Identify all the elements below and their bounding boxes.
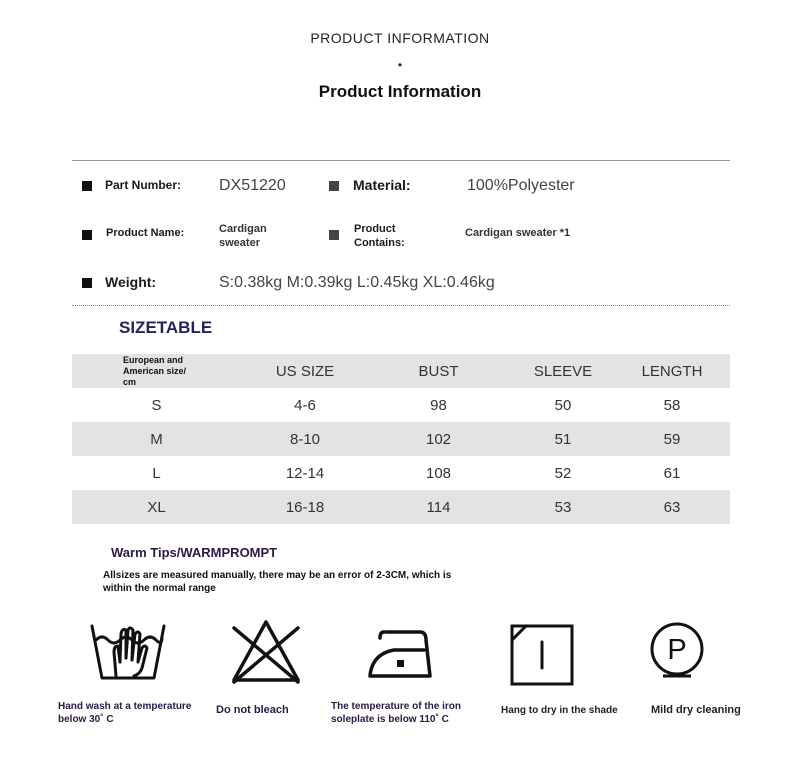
weight-label: Weight: — [105, 274, 157, 290]
bust-cell: 102 — [365, 422, 512, 456]
top-divider — [72, 160, 730, 161]
bust-cell: 114 — [365, 490, 512, 524]
table-row — [72, 490, 730, 524]
product-contains-label: Product Contains: — [354, 223, 405, 249]
header-english-title: PRODUCT INFORMATION — [310, 30, 490, 46]
table-row — [72, 456, 730, 490]
part-number-label: Part Number: — [105, 178, 182, 192]
us-size-cell: 4-6 — [294, 396, 316, 414]
length-cell: 61 — [663, 464, 681, 482]
svg-text:P: P — [667, 634, 687, 666]
do-not-bleach-label: Do not bleach — [216, 704, 289, 716]
warm-tips-title: Warm Tips/WARMPROMPT — [111, 545, 278, 560]
size-table-title: SIZETABLE — [119, 318, 213, 337]
length-cell: 59 — [614, 422, 730, 456]
length-header: LENGTH — [614, 354, 730, 388]
bullet-square-icon — [329, 230, 339, 240]
table-header-row — [72, 354, 730, 388]
product-name-label: Product Name: — [106, 227, 185, 239]
sleeve-cell: 52 — [554, 464, 572, 482]
bullet-square-icon — [329, 181, 339, 191]
iron-low-temp-icon — [364, 618, 444, 688]
do-not-bleach-icon — [226, 618, 306, 688]
table-row — [72, 422, 730, 456]
us-size-cell: 8-10 — [245, 422, 365, 456]
size-cell: L — [152, 464, 161, 482]
bust-cell: 108 — [425, 464, 452, 482]
dry-in-shade-label: Hang to dry in the shade — [501, 705, 618, 716]
us-size-cell: 12-14 — [285, 464, 325, 482]
material-label: Material: — [353, 177, 411, 193]
hand-wash-icon — [88, 618, 168, 688]
mild-dry-clean-icon — [640, 618, 720, 688]
material-value: 100%Polyester — [467, 177, 575, 194]
product-name-value: Cardigan sweater — [219, 223, 267, 249]
product-contains-value: Cardigan sweater *1 — [465, 227, 571, 239]
size-cell: S — [151, 396, 162, 414]
bust-cell: 98 — [430, 396, 447, 414]
us-size-header: US SIZE — [245, 354, 365, 388]
dry-in-shade-icon — [502, 618, 582, 688]
sleeve-cell: 53 — [512, 490, 614, 524]
size-table — [72, 354, 730, 524]
hand-wash-label: Hand wash at a temperature below 30˚ C — [58, 701, 192, 725]
page-title: Product Information — [318, 82, 482, 101]
length-cell: 63 — [614, 490, 730, 524]
length-cell: 58 — [663, 396, 681, 414]
table-row — [72, 388, 730, 422]
bullet-square-icon — [82, 230, 92, 240]
bust-header: BUST — [365, 354, 512, 388]
part-number-value: DX51220 — [219, 177, 286, 194]
sleeve-cell: 50 — [554, 396, 572, 414]
size-cell: M — [72, 422, 245, 456]
warm-tips-note: Allsizes are measured manually, there may be an error of 2-3CM, which is within the normal range — [103, 570, 452, 594]
weight-value: S:0.38kg M:0.39kg L:0.45kg XL:0.46kg — [219, 274, 495, 291]
us-size-cell: 16-18 — [245, 490, 365, 524]
sleeve-header: SLEEVE — [512, 354, 614, 388]
sleeve-cell: 51 — [512, 422, 614, 456]
header-dot: • — [397, 58, 403, 72]
mild-dry-clean-label: Mild dry cleaning — [651, 704, 741, 716]
size-cell: XL — [72, 490, 245, 524]
eu-size-header: European and American size/ cm — [72, 354, 245, 388]
bullet-square-icon — [82, 181, 92, 191]
bullet-square-icon — [82, 278, 92, 288]
iron-temp-label: The temperature of the iron soleplate is below 110˚ C — [331, 701, 462, 725]
dotted-divider — [72, 305, 730, 306]
